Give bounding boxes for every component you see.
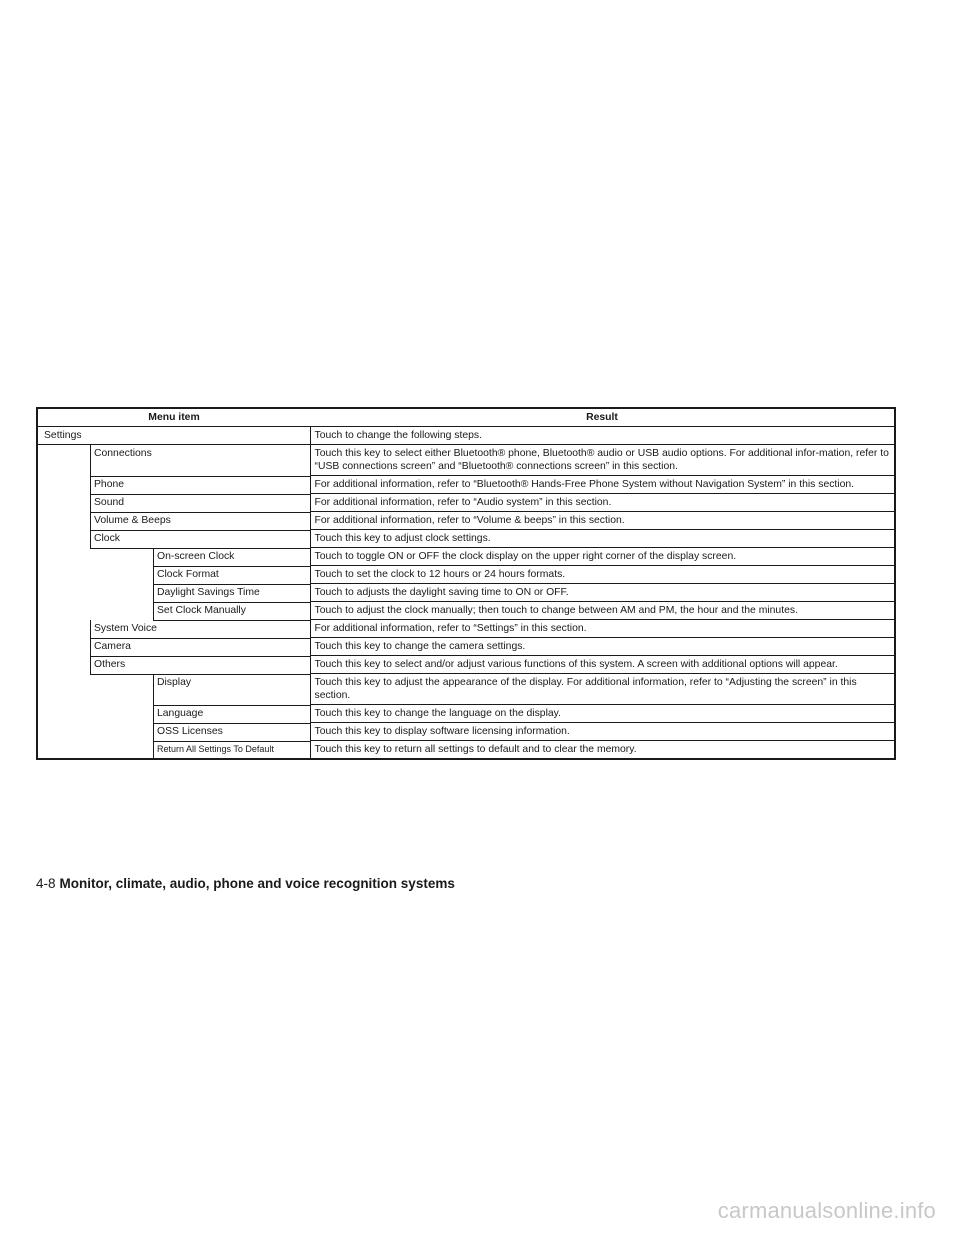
result-cell: Touch this key to select and/or adjust various functions of this system. A screen with additional options will appear. — [310, 656, 895, 674]
result-cell: Touch to adjust the clock manually; then touch to change between AM and PM, the hour and the minutes. — [310, 602, 895, 620]
result-cell: Touch to set the clock to 12 hours or 24 hours formats. — [310, 566, 895, 584]
indent-divider — [90, 530, 91, 549]
menu-item-label: Others — [94, 658, 126, 670]
result-cell: For additional information, refer to “Audio system” in this section. — [310, 494, 895, 512]
menu-item-label: On-screen Clock — [157, 550, 235, 562]
settings-menu-table — [36, 407, 896, 760]
menu-item-cell — [37, 620, 310, 638]
menu-item-cell — [37, 602, 310, 620]
menu-item-cell — [37, 476, 310, 494]
menu-item-cell — [37, 638, 310, 656]
page-number: 4-8 — [36, 876, 56, 891]
menu-item-label: Return All Settings To Default — [157, 743, 274, 754]
table-header-row — [37, 408, 895, 427]
result-cell: For additional information, refer to “Volume & beeps” in this section. — [310, 512, 895, 530]
table-row — [37, 445, 895, 476]
result-cell: For additional information, refer to “Bluetooth® Hands-Free Phone System without Navigation System” in this section. — [310, 476, 895, 494]
header-menu-item: Menu item — [37, 408, 310, 427]
table-row — [37, 656, 895, 674]
table-row — [37, 476, 895, 494]
result-cell: Touch this key to adjust clock settings. — [310, 530, 895, 548]
indent-divider — [153, 584, 154, 603]
menu-item-cell — [37, 584, 310, 602]
menu-item-label: System Voice — [94, 622, 157, 634]
table-row — [37, 548, 895, 566]
indent-divider — [153, 602, 154, 621]
menu-item-cell — [37, 705, 310, 723]
table-row — [37, 723, 895, 741]
result-cell: Touch to change the following steps. — [310, 427, 895, 445]
menu-item-cell — [37, 494, 310, 512]
indent-divider — [153, 741, 154, 760]
indent-divider — [153, 674, 154, 706]
menu-item-label: Connections — [94, 448, 152, 459]
menu-item-label: Settings — [44, 430, 82, 441]
table-row — [37, 530, 895, 548]
menu-item-label: Volume & Beeps — [94, 514, 171, 526]
menu-item-cell — [37, 548, 310, 566]
table-row — [37, 427, 895, 445]
menu-item-cell — [37, 674, 310, 705]
table-row — [37, 602, 895, 620]
result-cell: Touch this key to display software licensing information. — [310, 723, 895, 741]
indent-divider — [90, 494, 91, 513]
result-cell: Touch this key to adjust the appearance of the display. For additional information, refer to “Adjusting the screen” in this section. — [310, 674, 895, 705]
menu-item-cell — [37, 512, 310, 530]
header-result: Result — [310, 408, 895, 427]
table-row — [37, 674, 895, 705]
table-row — [37, 705, 895, 723]
table-row — [37, 512, 895, 530]
menu-item-label: Camera — [94, 640, 131, 652]
menu-item-label: Display — [157, 676, 192, 688]
menu-item-label: Daylight Savings Time — [157, 586, 260, 598]
result-cell: For additional information, refer to “Settings” in this section. — [310, 620, 895, 638]
table-row — [37, 741, 895, 760]
result-cell: Touch this key to change the camera settings. — [310, 638, 895, 656]
menu-item-cell — [37, 427, 310, 445]
menu-item-cell — [37, 566, 310, 584]
table-row — [37, 566, 895, 584]
indent-divider — [153, 705, 154, 724]
menu-item-label: Phone — [94, 478, 125, 490]
table-row — [37, 620, 895, 638]
chapter-title: Monitor, climate, audio, phone and voice recognition systems — [59, 876, 455, 891]
menu-item-cell — [37, 656, 310, 674]
menu-item-label: Set Clock Manually — [157, 604, 246, 616]
menu-item-cell — [37, 741, 310, 760]
table-row — [37, 638, 895, 656]
result-cell: Touch to toggle ON or OFF the clock display on the upper right corner of the display screen. — [310, 548, 895, 566]
table-body — [37, 427, 895, 760]
watermark-text: carmanualsonline.info — [717, 1198, 936, 1223]
menu-item-cell — [37, 530, 310, 548]
result-cell: Touch this key to select either Bluetooth® phone, Bluetooth® audio or USB audio options. For additional infor-mation, refer to “USB connections screen” and “Bluetooth® connections screen” in this section. — [310, 445, 895, 476]
menu-item-cell — [37, 723, 310, 741]
settings-menu-table-wrapper — [36, 407, 894, 760]
menu-item-label: Clock — [94, 532, 120, 544]
menu-item-label: Clock Format — [157, 568, 219, 580]
indent-divider — [153, 566, 154, 585]
indent-divider — [153, 548, 154, 567]
row-divider — [153, 758, 310, 759]
indent-divider — [90, 620, 91, 639]
menu-item-cell — [37, 445, 310, 476]
result-cell: Touch to adjusts the daylight saving time to ON or OFF. — [310, 584, 895, 602]
menu-item-label: Language — [157, 707, 204, 719]
indent-divider — [90, 445, 91, 477]
indent-divider — [90, 512, 91, 531]
result-cell: Touch this key to return all settings to default and to clear the memory. — [310, 741, 895, 760]
result-cell: Touch this key to change the language on the display. — [310, 705, 895, 723]
table-row — [37, 494, 895, 512]
indent-divider — [90, 656, 91, 675]
indent-divider — [90, 638, 91, 657]
indent-divider — [153, 723, 154, 742]
page-footer — [36, 876, 455, 891]
menu-item-label: Sound — [94, 496, 125, 508]
table-row — [37, 584, 895, 602]
indent-divider — [90, 476, 91, 495]
menu-item-label: OSS Licenses — [157, 725, 223, 737]
